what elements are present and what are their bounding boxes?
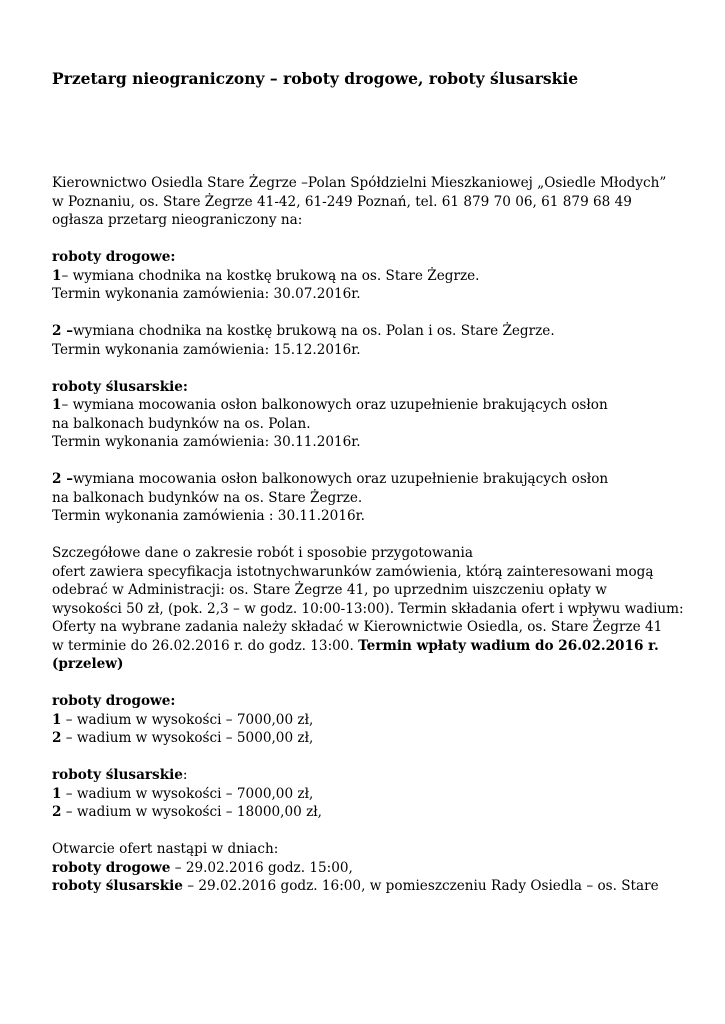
item-number: 1 — [52, 397, 62, 413]
intro-line: w Poznaniu, os. Stare Żegrze 41-42, 61-249 Poznań, tel. 61 879 70 06, 61 879 68 49 — [52, 193, 632, 210]
details-line: odebrać w Administracji: os. Stare Żegrze 41, po uprzednim uiszczeniu opłaty w — [52, 582, 607, 598]
item-text: wymiana chodnika na kostkę brukową na os. Polan i os. Stare Żegrze. — [73, 323, 555, 339]
deposit-method: (przelew) — [52, 656, 124, 672]
item-text: – wymiana mocowania osłon balkonowych oraz uzupełnienie brakujących osłon — [61, 397, 608, 413]
page-title: Przetarg nieograniczony – roboty drogowe, roboty ślusarskie — [52, 69, 579, 88]
intro-line: Kierownictwo Osiedla Stare Żegrze –Polan Spółdzielni Mieszkaniowej „Osiedle Młodych” — [52, 175, 667, 191]
item-number: 2 – — [52, 471, 73, 487]
metal-item-2-cont: na balkonach budynków na os. Stare Żegrze. — [52, 489, 363, 506]
details-line: ofert zawiera specyfikacja istotnychwarunków zamówienia, którą zainteresowani mogą — [52, 563, 654, 580]
opening-metal-text: – 29.02.2016 godz. 16:00, w pomieszczeniu Rady Osiedla – os. Stare — [182, 878, 659, 894]
roads-item-1-deadline: Termin wykonania zamówienia: 30.07.2016r. — [52, 286, 361, 302]
opening-metal-label: roboty ślusarskie — [52, 878, 183, 894]
deposit-heading-metal — [52, 766, 692, 785]
deposit-heading-roads: roboty drogowe: — [52, 693, 176, 709]
item-text: – wymiana chodnika na kostkę brukową na os. Stare Żegrze. — [61, 267, 480, 284]
opening-roads — [52, 859, 692, 878]
metal-item-1-cont: na balkonach budynków na os. Polan. — [52, 415, 311, 432]
deposit-heading-metal-label: roboty ślusarskie — [52, 767, 183, 783]
deposit-metal-item-1 — [52, 785, 692, 804]
item-number: 1 — [52, 267, 62, 284]
item-text: – wadium w wysokości – 5000,00 zł, — [61, 730, 314, 746]
item-text: – wadium w wysokości – 18000,00 zł, — [61, 804, 322, 820]
document-body — [52, 174, 692, 896]
intro-line: ogłasza przetarg nieograniczony na: — [52, 212, 303, 228]
item-number: 2 – — [52, 323, 73, 339]
item-number: 2 — [52, 804, 62, 820]
section-heading-roads: roboty drogowe: — [52, 249, 176, 265]
deposit-metal-item-2 — [52, 803, 692, 822]
roads-item-2 — [52, 322, 692, 341]
opening-metal — [52, 877, 692, 896]
item-text: – wadium w wysokości – 7000,00 zł, — [61, 785, 314, 802]
details-deadline-text: w terminie do 26.02.2016 r. do godz. 13:00. — [52, 637, 354, 654]
opening-roads-label: roboty drogowe — [52, 859, 171, 876]
details-deadline-line — [52, 637, 692, 656]
roads-item-2-deadline: Termin wykonania zamówienia: 15.12.2016r. — [52, 341, 361, 358]
details-line: Oferty na wybrane zadania należy składać w Kierownictwie Osiedla, os. Stare Żegrze 41 — [52, 619, 663, 635]
item-number: 2 — [52, 730, 62, 746]
deposit-heading-metal-suffix: : — [182, 767, 188, 783]
item-number: 1 — [52, 711, 62, 728]
details-line: wysokości 50 zł, (pok. 2,3 – w godz. 10:00-13:00). Termin składania ofert i wpływu wadium: — [52, 600, 684, 617]
metal-item-2 — [52, 470, 692, 489]
metal-item-1 — [52, 396, 692, 415]
details-line: Szczegółowe dane o zakresie robót i sposobie przygotowania — [52, 545, 473, 561]
opening-roads-text: – 29.02.2016 godz. 15:00, — [170, 859, 353, 876]
item-text: wymiana mocowania osłon balkonowych oraz uzupełnienie brakujących osłon — [73, 471, 609, 487]
section-heading-metal: roboty ślusarskie: — [52, 378, 188, 395]
item-number: 1 — [52, 785, 62, 802]
deposit-roads-item-1 — [52, 711, 692, 730]
deposit-deadline: Termin wpłaty wadium do 26.02.2016 r. — [358, 637, 659, 654]
metal-item-2-deadline: Termin wykonania zamówienia : 30.11.2016r. — [52, 508, 365, 524]
metal-item-1-deadline: Termin wykonania zamówienia: 30.11.2016r. — [52, 434, 361, 450]
opening-intro: Otwarcie ofert nastąpi w dniach: — [52, 841, 279, 857]
item-text: – wadium w wysokości – 7000,00 zł, — [61, 711, 314, 728]
roads-item-1 — [52, 267, 692, 286]
deposit-roads-item-2 — [52, 729, 692, 748]
